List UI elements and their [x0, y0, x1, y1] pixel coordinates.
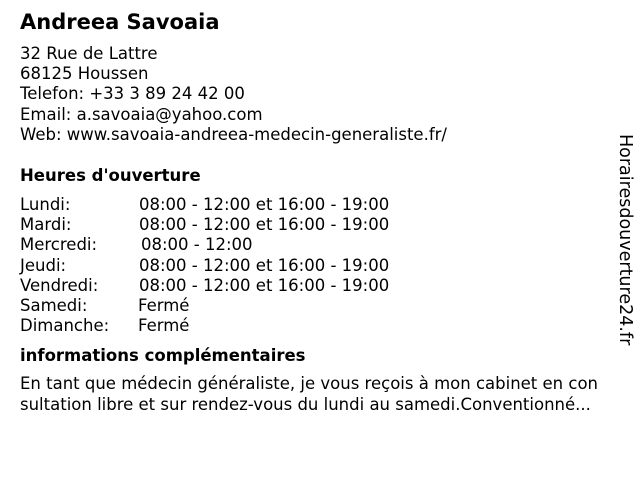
day-label: Vendredi:	[20, 275, 99, 295]
day-label: Jeudi:	[20, 255, 67, 275]
day-hours: Fermé	[138, 316, 190, 336]
watermark-text: Horairesdouverture24.fr	[615, 134, 635, 346]
day-label: Mercredi:	[20, 235, 98, 255]
day-hours: Fermé	[138, 296, 190, 316]
additional-info-line-1: En tant que médecin généraliste, je vous reçois à mon cabinet en con	[20, 374, 598, 394]
day-label: Lundi:	[20, 195, 71, 215]
day-hours: 08:00 - 12:00 et 16:00 - 19:00	[139, 215, 390, 235]
day-hours: 08:00 - 12:00 et 16:00 - 19:00	[139, 255, 390, 275]
address-street: 32 Rue de Lattre	[20, 44, 158, 63]
day-hours: 08:00 - 12:00 et 16:00 - 19:00	[139, 195, 390, 215]
day-label: Dimanche:	[20, 316, 110, 336]
site-watermark	[612, 134, 636, 344]
address-city: 68125 Houssen	[20, 64, 149, 84]
business-card	[20, 8, 610, 415]
additional-info-line-2: sultation libre et sur rendez-vous du lundi au samedi.Conventionné...	[20, 394, 591, 414]
opening-hours-table	[20, 195, 610, 336]
hours-row-sunday	[20, 316, 610, 336]
day-label: Mardi:	[20, 215, 72, 235]
hours-row-thursday	[20, 256, 610, 276]
day-hours: 08:00 - 12:00 et 16:00 - 19:00	[139, 275, 390, 295]
additional-info-title: informations complémentaires	[20, 346, 306, 366]
opening-hours-title: Heures d'ouverture	[20, 166, 201, 186]
email-address: Email: a.savoaia@yahoo.com	[20, 104, 263, 124]
phone-number: Telefon: +33 3 89 24 42 00	[20, 84, 245, 104]
hours-row-friday	[20, 276, 610, 296]
hours-row-saturday	[20, 296, 610, 316]
day-hours: 08:00 - 12:00	[141, 235, 253, 255]
business-name: Andreea Savoaia	[20, 10, 220, 34]
day-label: Samedi:	[20, 296, 88, 316]
hours-row-monday	[20, 195, 610, 215]
hours-row-wednesday	[20, 235, 610, 255]
hours-row-tuesday	[20, 215, 610, 235]
website-url: Web: www.savoaia-andreea-medecin-generaliste.fr/	[20, 124, 447, 144]
